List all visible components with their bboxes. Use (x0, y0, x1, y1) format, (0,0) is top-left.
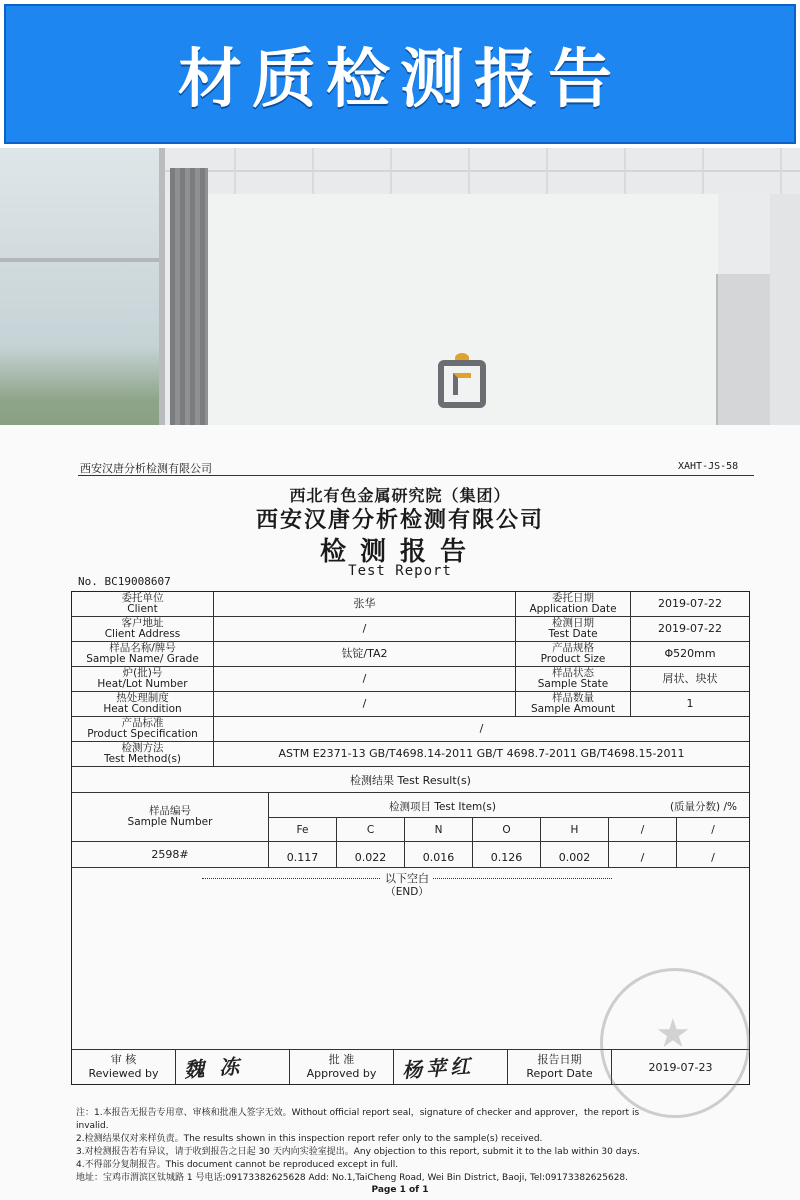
label-en: Application Date (529, 603, 617, 615)
label-cn: 检测日期 (552, 616, 594, 629)
report-date-label (508, 1050, 612, 1084)
element-header: / (711, 823, 715, 836)
approved-by-label (290, 1050, 394, 1084)
label-cn: 检测方法 (121, 741, 164, 754)
report-title-cn: 检测报告 (319, 537, 480, 567)
approver-signature-text: 杨苹红 (401, 1053, 475, 1083)
label-cn: 热处理制度 (116, 691, 169, 704)
heat-condition-value: / (214, 692, 516, 716)
banner-panel (4, 4, 796, 144)
product-spec-value: / (479, 722, 484, 736)
table-row (72, 592, 749, 617)
result-value: 0.117 (269, 842, 337, 867)
end-note: （END） (385, 886, 429, 898)
label-cn: 样品编号 (149, 804, 191, 817)
heat-lot-label (72, 667, 214, 691)
sample-name-label (72, 642, 214, 666)
test-date-value: 2019-07-22 (658, 622, 722, 636)
product-spec-label (72, 717, 214, 741)
note-line: 注：1.本报告无报告专用章、审核和批准人签字无效。Without official report seal，signature of checker and approver，the report is (76, 1108, 640, 1118)
client-label (72, 592, 214, 616)
element-header: N (405, 818, 473, 841)
test-report-sheet (0, 425, 800, 1200)
result-value: / (711, 851, 715, 864)
label-cn: 样品名称/牌号 (109, 641, 176, 654)
sample-id: 2598# (72, 842, 269, 867)
label-cn: 审 核 (110, 1053, 137, 1067)
report-number: No. BC19008607 (78, 575, 171, 588)
label-en: Reviewed by (88, 1067, 159, 1080)
sample-number-header (72, 793, 269, 841)
label-en: Heat Condition (103, 703, 182, 715)
sample-name-value: 钛锭/TA2 (214, 642, 516, 666)
result-value: / (609, 842, 677, 867)
label-en: Sample State (537, 678, 609, 690)
photo-door (716, 274, 770, 444)
table-row (72, 617, 749, 642)
table-row (72, 717, 749, 742)
label-cn: 客户地址 (121, 616, 164, 629)
test-items-title-row (269, 793, 749, 818)
unit-label: (质量分数) /% (669, 801, 737, 813)
label-en: Product Specification (87, 728, 198, 740)
header-rule (78, 475, 754, 476)
result-value: 0.022 (337, 842, 405, 867)
result-value: 0.002 (541, 842, 609, 867)
label-cn: 委托日期 (552, 591, 594, 604)
label-en: Approved by (306, 1067, 377, 1080)
label-cn: 样品数量 (552, 691, 594, 704)
test-items-label: 检测项目 Test Item(s) (389, 801, 496, 813)
test-items-header (269, 793, 749, 841)
header-company: 西安汉唐分析检测有限公司 (80, 462, 212, 475)
sample-amount-label (516, 692, 631, 716)
label-en: Product Size (540, 653, 606, 665)
client-address-value: / (214, 617, 516, 641)
photo-right-wall (770, 194, 800, 454)
center-logo-icon (438, 360, 486, 408)
report-title-en: Test Report (348, 563, 452, 579)
table-row (72, 642, 749, 667)
result-value: 0.126 (473, 842, 541, 867)
sample-result-row (72, 842, 749, 868)
note-line: 4.不得部分复制报告。This document cannot be reproduced except in full. (76, 1160, 399, 1171)
label-en: Sample Amount (531, 703, 615, 715)
element-header: C (337, 818, 405, 841)
banner-title: 材质检测报告 (178, 43, 622, 117)
approver-signature (394, 1050, 508, 1084)
note-line: invalid. (76, 1121, 109, 1132)
label-en: Report Date (526, 1067, 593, 1080)
blank-area (72, 868, 749, 1050)
note-line: 地址：宝鸡市渭滨区钛城路 1 号电话:09173382625628 Add: No.1,TaiCheng Road, Wei Bin District, Baoji, Tel:09173382625628. (76, 1173, 629, 1184)
element-header: Fe (269, 818, 337, 841)
label-en: Test Date (548, 628, 598, 640)
element-header: / (609, 818, 677, 841)
label-cn: 产品标准 (121, 716, 164, 729)
reviewer-signature-text: 魏 冻 (183, 1053, 244, 1083)
element-row (269, 818, 749, 841)
label-cn: 产品规格 (552, 641, 594, 654)
element-header: O (473, 818, 541, 841)
sample-amount-value: 1 (686, 697, 694, 711)
heat-condition-label (72, 692, 214, 716)
report-table (71, 591, 750, 1085)
label-en: Heat/Lot Number (97, 678, 188, 690)
reviewer-signature (176, 1050, 290, 1084)
heat-lot-value: / (214, 667, 516, 691)
test-method-value: ASTM E2371-13 GB/T4698.14-2011 GB/T 4698.7-2011 GB/T4698.15-2011 (278, 747, 685, 761)
results-heading: 检测结果 Test Result(s) (72, 767, 749, 793)
report-notes (76, 1107, 756, 1185)
table-row (72, 667, 749, 692)
table-row (72, 742, 749, 767)
blank-note: 以下空白 (381, 872, 433, 885)
label-en: Test Method(s) (103, 753, 182, 765)
form-code: XAHT-JS-58 (678, 461, 739, 472)
label-en: Client (127, 603, 158, 615)
label-cn: 炉(批)号 (122, 666, 163, 679)
photo-curtain (170, 168, 208, 448)
label-cn: 批 准 (328, 1053, 355, 1067)
client-address-label (72, 617, 214, 641)
product-size-value: Φ520mm (664, 647, 716, 661)
label-cn: 报告日期 (537, 1053, 582, 1067)
report-date-value: 2019-07-23 (648, 1060, 713, 1074)
results-header (72, 793, 749, 842)
office-photo (0, 148, 800, 425)
element-header: H (541, 818, 609, 841)
institute-name: 西北有色金属研究院（集团） (289, 486, 511, 505)
reviewed-by-label (72, 1050, 176, 1084)
result-value: 0.016 (405, 842, 473, 867)
product-size-label (516, 642, 631, 666)
sample-state-value: 屑状、块状 (662, 672, 718, 686)
label-en: Client Address (104, 628, 181, 640)
company-name: 西安汉唐分析检测有限公司 (255, 508, 544, 533)
label-en: Sample Number (127, 816, 213, 828)
application-date-label (516, 592, 631, 616)
client-value: 张华 (214, 592, 516, 616)
label-cn: 样品状态 (552, 666, 594, 679)
label-en: Sample Name/ Grade (86, 653, 199, 665)
note-line: 2.检测结果仅对来样负责。The results shown in this inspection report refer only to the sample(s) received. (76, 1134, 543, 1145)
note-line: 3.对检测报告若有异议，请于收到报告之日起 30 天内向实验室提出。Any objection to this report, submit it to the lab within 30 days. (76, 1147, 640, 1158)
application-date-value: 2019-07-22 (658, 597, 722, 611)
test-date-label (516, 617, 631, 641)
page-number: Page 1 of 1 (371, 1185, 429, 1195)
label-cn: 委托单位 (121, 591, 164, 604)
official-seal-stamp (600, 968, 750, 1118)
sample-state-label (516, 667, 631, 691)
table-row (72, 692, 749, 717)
test-method-label (72, 742, 214, 766)
header-banner (0, 0, 800, 148)
